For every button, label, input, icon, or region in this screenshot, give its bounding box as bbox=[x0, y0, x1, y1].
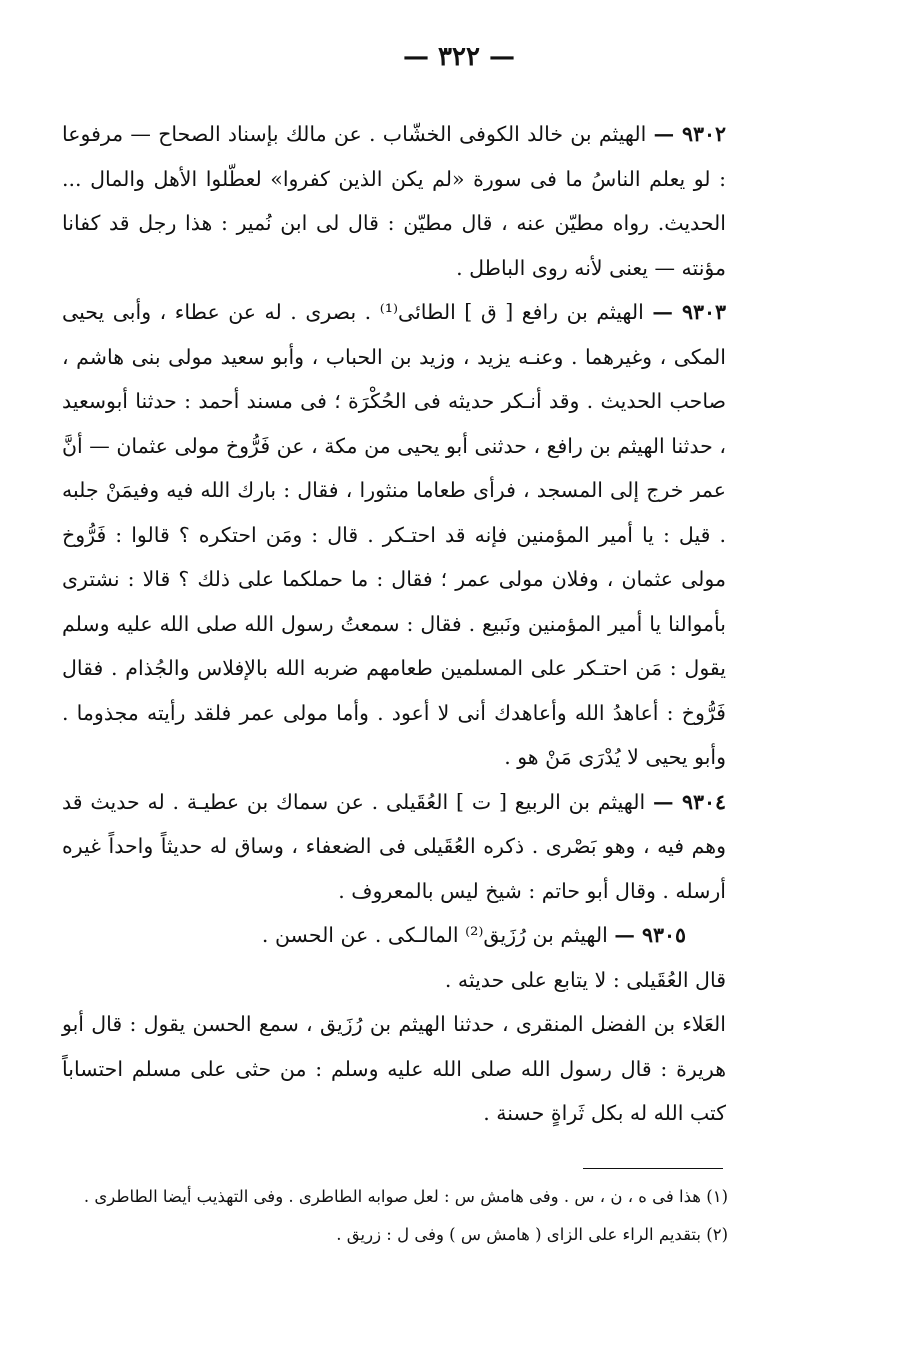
footnote-divider bbox=[583, 1168, 723, 1169]
entry-number: ٩٣٠٥ — bbox=[614, 923, 686, 947]
entry-9305 bbox=[62, 913, 726, 958]
entry-text: الهيثم بن خالد الكوفى الخشّاب . عن مالك بإسناد الصحاح — مرفوعا : لو يعلم الناسُ ما فى سورة «لم يكن الذين كفروا» لعطّلوا الأهل والمال ... الحديث. رواه مطيّن عنه ، قال مطيّن : قال لى ابن نُمير : هذا رجل قد كفانا مؤنته — يعنى لأنه روى الباطل . bbox=[62, 122, 726, 280]
main-text bbox=[62, 112, 726, 1136]
footnote-1: (١) هذا فى ه ، ن ، س . وفى هامش س : لعل صوابه الطاطرى . وفى التهذيب أيضا الطاطرى . bbox=[83, 1187, 728, 1206]
entry-number: ٩٣٠٣ — bbox=[652, 300, 726, 324]
entry-text: الهيثم بن رُزَيق⁽²⁾ المالـكى . عن الحسن . bbox=[261, 923, 608, 947]
footnote-2: (٢) بتقديم الراء على الزاى ( هامش س ) وفى ل : زريق . bbox=[336, 1225, 728, 1244]
note-line: قال العُقَيلى : لا يتابع على حديثه . bbox=[444, 967, 726, 992]
entry-text: الهيثم بن الربيع [ ت ] العُقَيلى . عن سماك بن عطيـة . له حديث قد وهم فيه ، وهو بَصْرى . ذكره العُقَيلى فى الضعفاء ، وساق له حديثاً واحداً غيره أرسله . وقال أبو حاتم : شيخ ليس بالمعروف . bbox=[62, 789, 726, 903]
footnotes bbox=[48, 1178, 728, 1254]
entry-9304 bbox=[62, 780, 726, 914]
entry-number: ٩٣٠٤ — bbox=[653, 789, 726, 814]
hadith-line: العَلاء بن الفضل المنقرى ، حدثنا الهيثم بن رُزَيق ، سمع الحسن يقول : قال أبو هريرة : قال رسول الله صلى الله عليه وسلم : من حثى على مسلم احتساباً كتب الله له بكل ثَراةٍ حسنة . bbox=[62, 1012, 726, 1125]
entry-9303 bbox=[62, 290, 726, 780]
entry-9302 bbox=[62, 112, 726, 290]
entry-text: الهيثم بن رافع [ ق ] الطائى⁽¹⁾ . بصرى . له عن عطاء ، وأبى يحيى المكى ، وغيرهما . وعنـه يزيد ، وزيد بن الحباب ، وأبو سعيد مولى بنى هاشم ، صاحب الحديث . وقد أنـكر حديثه فى الحُكْرَة ؛ فى مسند أحمد : حدثنا أبوسعيد ، حدثنا الهيثم بن رافع ، حدثنى أبو يحيى من مكة ، عن فَرُّوخ مولى عثمان — أنَّ عمر خرج إلى المسجد ، فرأى طعاما منثورا ، فقال : بارك الله فيه وفيمَنْ جلبه . قيل : يا أمير المؤمنين فإنه قد احتـكر . قال : ومَن احتكره ؟ قالوا : فَرُّوخ مولى عثمان ، وفلان مولى عمر ؛ فقال : ما حملكما على ذلك ؟ قالا : نشترى بأموالنا يا أمير المؤمنين ونَبيع . فقال : سمعتُ رسول الله صلى الله عليه وسلم يقول : مَن احتـكر على المسلمين طعامهم ضربه الله بالإفلاس والجُذام . فقال فَرُّوخ : أعاهدُ الله وأعاهدك أنى لا أعود . وأما مولى عمر فلقد رأيته مجذوما . وأبو يحيى لا يُدْرَى مَنْ هو . bbox=[62, 300, 726, 769]
page-number: — ٣٢٢ — bbox=[402, 42, 516, 72]
entry-number: ٩٣٠٢ — bbox=[653, 122, 727, 146]
